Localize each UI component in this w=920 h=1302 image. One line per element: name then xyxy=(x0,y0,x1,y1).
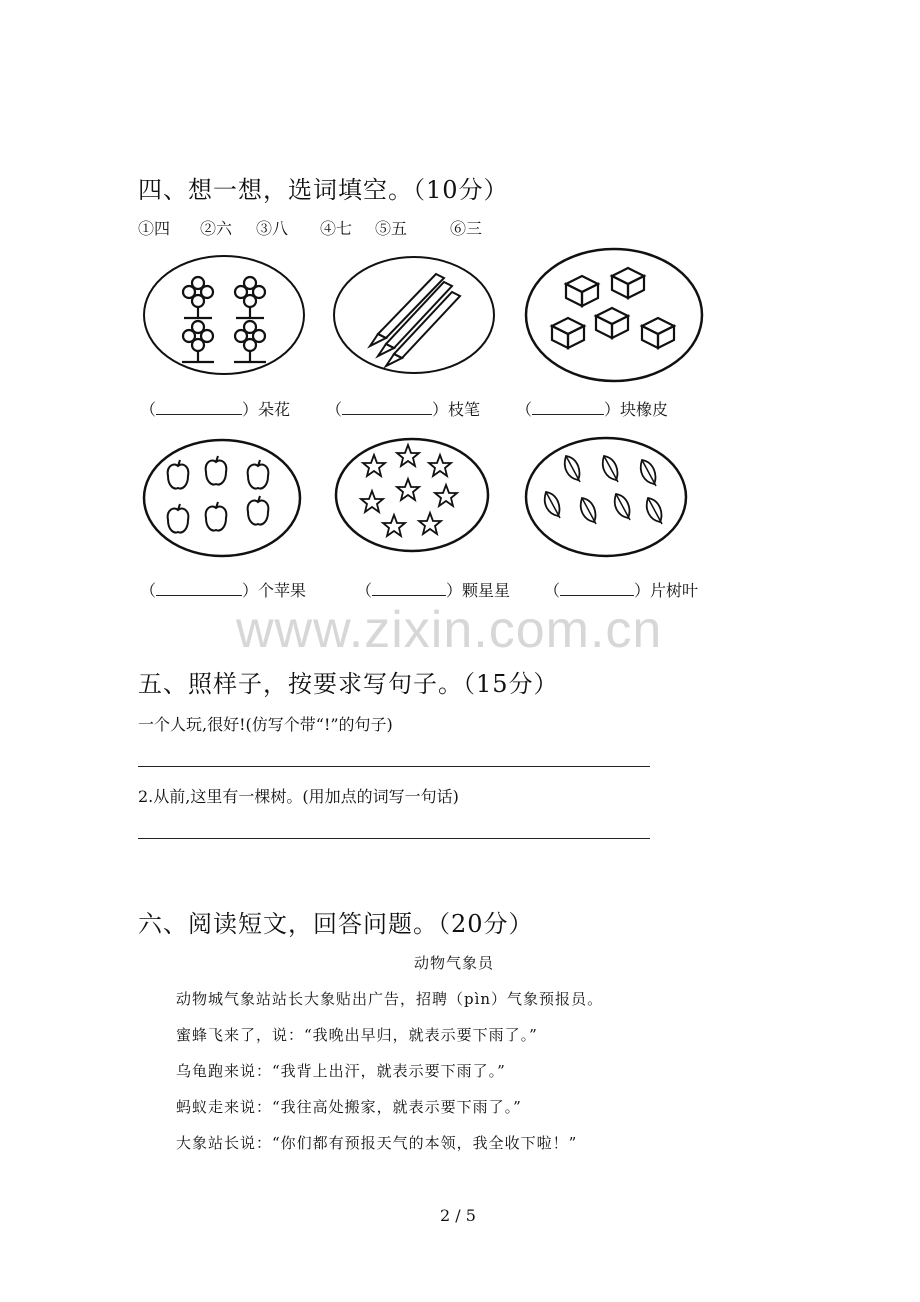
blank-flowers[interactable]: （ ）朵花 xyxy=(140,400,291,419)
label-flowers: 朵花 xyxy=(258,400,291,419)
story-paragraph: 动物城气象站站长大象贴出广告，招聘（pìn）气象预报员。 xyxy=(176,990,604,1008)
story-paragraph: 乌龟跑来说：“我背上出汗，就表示要下雨了。” xyxy=(176,1062,506,1080)
page-number: 2 / 5 xyxy=(440,1206,476,1225)
label-leaves: 片树叶 xyxy=(650,581,699,600)
option-5: ⑤五 xyxy=(375,219,408,238)
erasers-picture xyxy=(522,246,706,386)
blank-pens[interactable]: （ ）枝笔 xyxy=(326,400,481,419)
option-4: ④七 xyxy=(320,219,353,238)
story-paragraph: 大象站长说：“你们都有预报天气的本领，我全收下啦！” xyxy=(176,1134,578,1152)
option-2: ②六 xyxy=(200,219,233,238)
leaves-picture xyxy=(522,434,690,560)
option-1: ①四 xyxy=(138,219,171,238)
flowers-picture xyxy=(140,250,310,380)
apples-picture xyxy=(140,434,304,562)
story-title: 动物气象员 xyxy=(414,954,495,972)
label-apples: 个苹果 xyxy=(258,581,307,600)
label-stars: 颗星星 xyxy=(462,581,511,600)
blank-leaves[interactable]: （ ）片树叶 xyxy=(544,581,699,600)
option-3: ③八 xyxy=(256,219,289,238)
section-5-heading: 五、照样子，按要求写句子。（15分） xyxy=(138,670,559,698)
answer-line-1[interactable] xyxy=(138,766,650,767)
section-4-heading: 四、想一想，选词填空。（10分） xyxy=(138,176,509,204)
blank-stars[interactable]: （ ）颗星星 xyxy=(356,581,511,600)
stars-picture xyxy=(332,434,492,556)
pens-picture xyxy=(330,252,500,382)
label-erasers: 块橡皮 xyxy=(620,400,669,419)
answer-line-2[interactable] xyxy=(138,838,650,839)
blank-erasers[interactable]: （ ）块橡皮 xyxy=(516,400,669,419)
question-1: 一个人玩,很好!(仿写个带“!”的句子) xyxy=(138,715,393,734)
section-6-heading: 六、阅读短文，回答问题。（20分） xyxy=(138,910,534,938)
question-2: 2.从前,这里有一棵树。(用加点的词写一句话) xyxy=(138,787,459,806)
blank-apples[interactable]: （ ）个苹果 xyxy=(140,581,307,600)
story-paragraph: 蚂蚁走来说：“我往高处搬家，就表示要下雨了。” xyxy=(176,1098,522,1116)
option-6: ⑥三 xyxy=(450,219,483,238)
watermark: www.zixin.com.cn xyxy=(236,601,663,659)
label-pens: 枝笔 xyxy=(448,400,481,419)
story-paragraph: 蜜蜂飞来了，说：“我晚出早归，就表示要下雨了。” xyxy=(176,1026,538,1044)
